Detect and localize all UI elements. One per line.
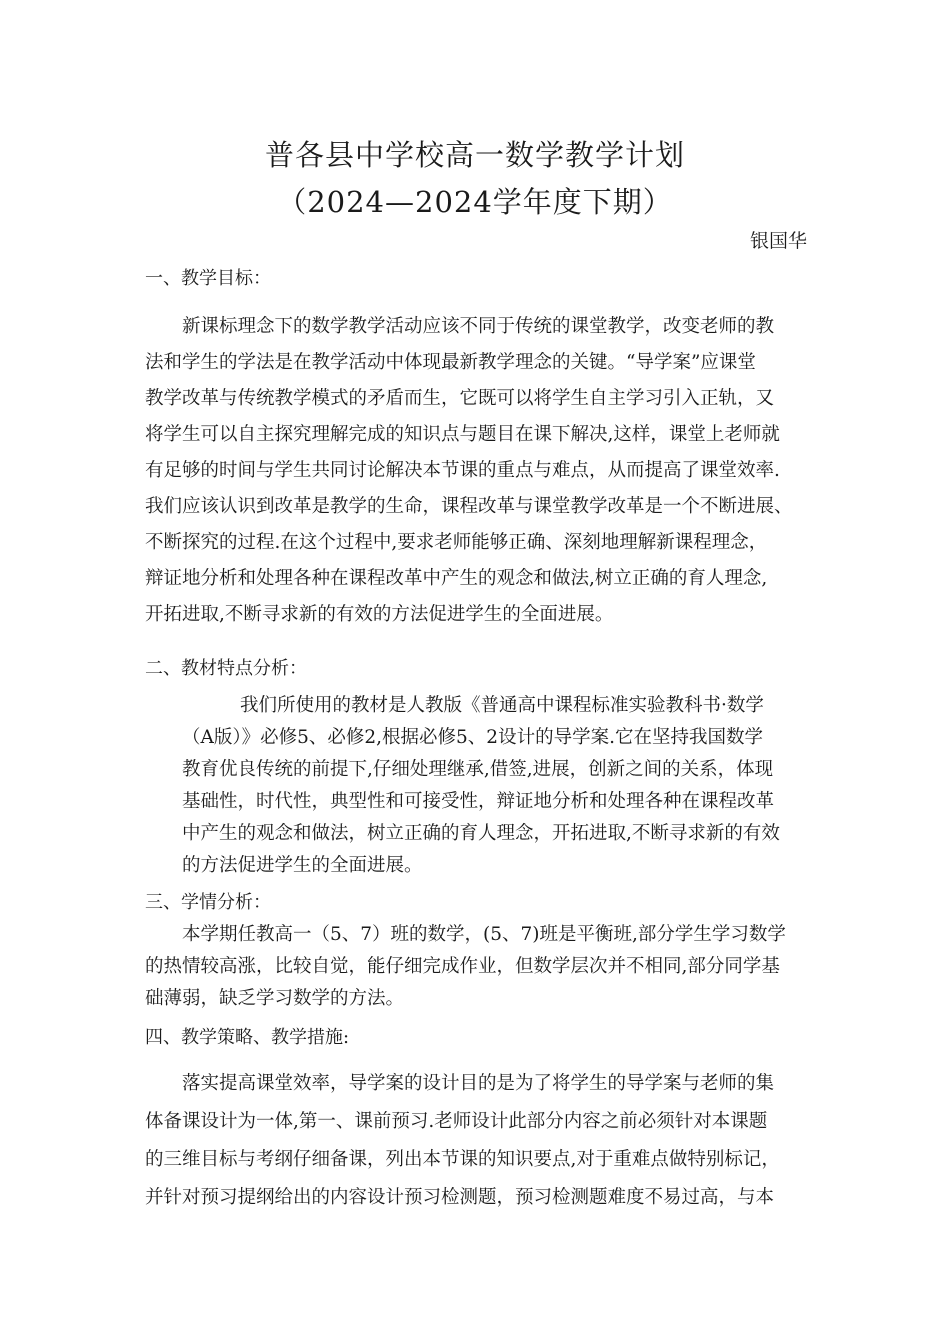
paragraph-line: 辩证地分析和处理各种在课程改革中产生的观念和做法,树立正确的育人理念, <box>145 568 768 589</box>
paragraph-line: 并针对预习提纲给出的内容设计预习检测题，预习检测题难度不易过高，与本 <box>145 1187 775 1208</box>
paragraph-line: 本学期任教高一（5、7）班的数学，(5、7)班是平衡班,部分学生学习数学 <box>182 924 786 945</box>
section-heading-textbook-analysis: 二、教材特点分析： <box>145 658 307 679</box>
paragraph-line: 我们所使用的教材是人教版《普通高中课程标准实验教科书·数学 <box>240 695 764 716</box>
paragraph-line: 的热情较高涨，比较自觉，能仔细完成作业，但数学层次并不相同,部分同学基 <box>145 956 780 977</box>
paragraph-line: 不断探究的过程.在这个过程中,要求老师能够正确、深刻地理解新课程理念， <box>145 532 768 553</box>
paragraph-line: 中产生的观念和做法，树立正确的育人理念，开拓进取,不断寻求新的有效 <box>182 823 780 844</box>
paragraph-line: 基础性，时代性，典型性和可接受性，辩证地分析和处理各种在课程改革 <box>182 791 775 812</box>
author-name: 银国华 <box>749 230 807 252</box>
paragraph-line: 的三维目标与考纲仔细备课，列出本节课的知识要点,对于重难点做特别标记， <box>145 1149 780 1170</box>
paragraph-line: 的方法促进学生的全面进展。 <box>182 855 423 876</box>
paragraph-line: 教学改革与传统教学模式的矛盾而生，它既可以将学生自主学习引入正轨，又 <box>145 388 775 409</box>
paragraph-line: 我们应该认识到改革是教学的生命，课程改革与课堂教学改革是一个不断进展、 <box>145 496 793 517</box>
section-heading-teaching-goals: 一、教学目标： <box>145 268 271 289</box>
document-subtitle: （2024—2024学年度下期） <box>277 185 673 219</box>
paragraph-line: 将学生可以自主探究理解完成的知识点与题目在课下解决,这样，课堂上老师就 <box>145 424 780 445</box>
paragraph-line: 体备课设计为一体,第一、课前预习.老师设计此部分内容之前必须针对本课题 <box>145 1111 768 1132</box>
document-title: 普各县中学校高一数学教学计划 <box>264 138 685 172</box>
paragraph-line: 教育优良传统的前提下,仔细处理继承,借签,进展，创新之间的关系，体现 <box>182 759 774 780</box>
paragraph-line: 有足够的时间与学生共同讨论解决本节课的重点与难点，从而提高了课堂效率. <box>145 460 780 481</box>
paragraph-line: 落实提高课堂效率，导学案的设计目的是为了将学生的导学案与老师的集 <box>182 1073 775 1094</box>
paragraph-line: 开拓进取,不断寻求新的有效的方法促进学生的全面进展。 <box>145 604 614 625</box>
paragraph-line: （A版）》必修5、必修2,根据必修5、2设计的导学案.它在坚持我国数学 <box>182 727 763 748</box>
paragraph-line: 新课标理念下的数学教学活动应该不同于传统的课堂教学，改变老师的教 <box>182 316 775 337</box>
paragraph-line: 法和学生的学法是在教学活动中体现最新教学理念的关键。“导学案”应课堂 <box>145 352 756 373</box>
section-heading-student-analysis: 三、学情分析： <box>145 892 271 913</box>
section-heading-teaching-strategies: 四、教学策略、教学措施: <box>145 1027 350 1048</box>
paragraph-line: 础薄弱，缺乏学习数学的方法。 <box>145 988 405 1009</box>
